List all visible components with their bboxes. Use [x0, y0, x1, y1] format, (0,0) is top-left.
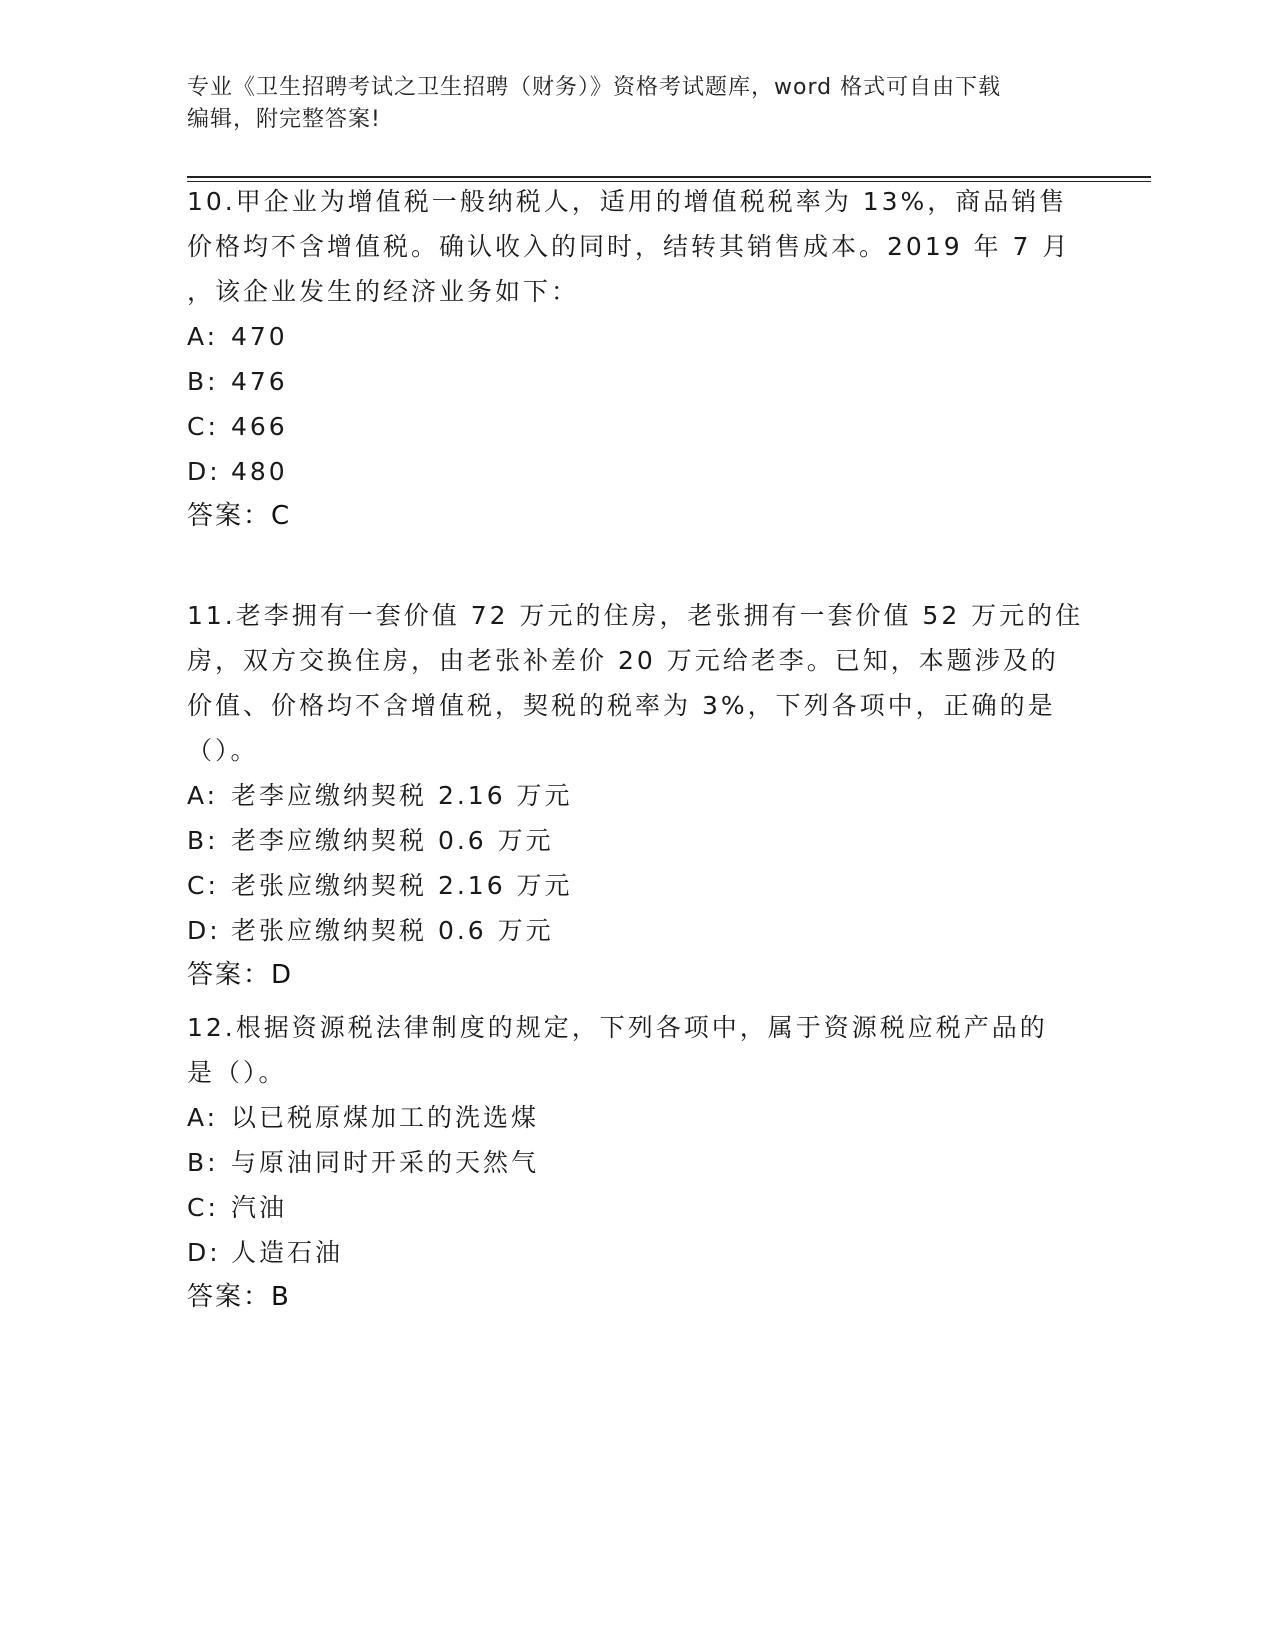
option-letter: B: [187, 1148, 219, 1177]
option-letter: A: [187, 322, 219, 351]
option-a [187, 773, 1087, 818]
question-stem-line: 价格均不含增值税。确认收入的同时，结转其销售成本。2019 年 7 月 [187, 232, 1071, 261]
option-letter: D: [187, 916, 221, 945]
answer-line: 答案：B [187, 1282, 291, 1312]
document-header [187, 72, 1067, 136]
question-stem-line: 11.老李拥有一套价值 72 万元的住房，老张拥有一套价值 52 万元的住 [187, 601, 1084, 630]
option-letter: C: [187, 1193, 219, 1222]
option-b [187, 359, 1087, 404]
option-d [187, 1230, 1087, 1275]
option-a [187, 314, 1087, 359]
option-text: 老张应缴纳契税 2.16 万元 [231, 871, 573, 900]
question-stem-line: ，该企业发生的经济业务如下： [187, 277, 580, 306]
option-text: 476 [231, 367, 288, 396]
option-d [187, 449, 1087, 494]
answer-line: 答案：C [187, 501, 292, 531]
header-line: 编辑，附完整答案! [187, 107, 381, 132]
option-c [187, 863, 1087, 908]
option-letter: A: [187, 781, 219, 810]
option-letter: C: [187, 412, 219, 441]
option-letter: B: [187, 367, 219, 396]
option-text: 480 [231, 457, 288, 486]
option-letter: C: [187, 871, 219, 900]
question-stem-line: （）。 [187, 736, 259, 765]
question-11 [187, 593, 1087, 998]
option-b [187, 818, 1087, 863]
option-d [187, 908, 1087, 953]
question-12 [187, 1005, 1087, 1320]
question-stem-line: 房，双方交换住房，由老张补差价 20 万元给老李。已知，本题涉及的 [187, 646, 1059, 675]
option-letter: A: [187, 1103, 219, 1132]
option-letter: D: [187, 1238, 221, 1267]
option-text: 470 [231, 322, 288, 351]
option-a [187, 1095, 1087, 1140]
answer-line: 答案：D [187, 960, 294, 990]
option-b [187, 1140, 1087, 1185]
question-stem-line: 是（）。 [187, 1058, 287, 1087]
option-letter: B: [187, 826, 219, 855]
header-line: 专业《卫生招聘考试之卫生招聘（财务）》资格考试题库，word 格式可自由下载 [187, 75, 1002, 100]
question-stem-line: 10.甲企业为增值税一般纳税人，适用的增值税税率为 13%，商品销售 [187, 187, 1068, 216]
option-text: 老张应缴纳契税 0.6 万元 [231, 916, 554, 945]
option-text: 老李应缴纳契税 2.16 万元 [231, 781, 573, 810]
option-text: 以已税原煤加工的洗选煤 [231, 1103, 540, 1132]
header-divider [187, 176, 1151, 178]
option-text: 人造石油 [231, 1238, 344, 1267]
option-text: 汽油 [231, 1193, 288, 1222]
question-10 [187, 179, 1087, 539]
option-letter: D: [187, 457, 221, 486]
question-stem-line: 价值、价格均不含增值税，契税的税率为 3%，下列各项中，正确的是 [187, 691, 1056, 720]
option-c [187, 1185, 1087, 1230]
question-stem-line: 12.根据资源税法律制度的规定，下列各项中，属于资源税应税产品的 [187, 1013, 1048, 1042]
option-text: 与原油同时开采的天然气 [231, 1148, 540, 1177]
option-c [187, 404, 1087, 449]
option-text: 老李应缴纳契税 0.6 万元 [231, 826, 554, 855]
option-text: 466 [231, 412, 288, 441]
